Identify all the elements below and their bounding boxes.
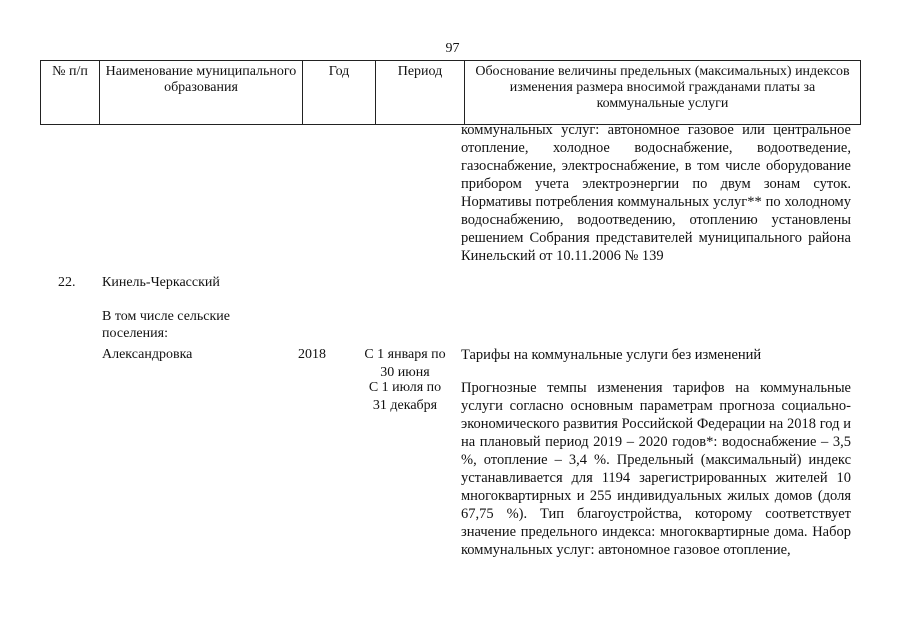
item-number: 22. (58, 275, 76, 290)
item-subheading: В том числе сельские поселения: (102, 309, 231, 341)
table-header (40, 60, 861, 125)
header-year: Год (303, 61, 376, 125)
settlement-name: Александровка (102, 347, 193, 362)
header-justification: Обоснование величины предельных (максимальных) индексов изменения размера вносимой гражданами платы за коммунальные услуги (465, 61, 861, 125)
header-num: № п/п (41, 61, 100, 125)
item-name: Кинель-Черкасский (102, 275, 220, 290)
justification-second-half: Прогнозные темпы изменения тарифов на коммунальные услуги согласно основным параметрам прогноза социально-экономического развития Российской Федерации на 2018 год и на плановый период 2019 – 2020 годов*: водоснабжение – 3,5 %, отопление – 3,4 %. Предельный (максимальный) индекс устанавливается для 1194 зарегистрированных жителей 10 многоквартирных и 255 индивидуальных жилых домов (доля 67,75 %). Тип благоустройства, которому соответствует значение предельного индекса: многоквартирные дома. Набор коммунальных услуг: автономное газовое отопление, (461, 380, 851, 558)
header-period: Период (376, 61, 465, 125)
justification-first-half: Тарифы на коммунальные услуги без изменений (461, 347, 762, 363)
page-number: 97 (445, 41, 460, 56)
period-second-half: С 1 июля по 31 декабря (368, 380, 442, 413)
item-year: 2018 (298, 347, 326, 362)
period-first-half: С 1 января по 30 июня (364, 347, 446, 380)
continuation-text: коммунальных услуг: автономное газовое или центральное отопление, холодное водоснабжение, водоотведение, газоснабжение, электроснабжение, в том числе оборудование прибором учета электроэнергии по двум зонам суток. Нормативы потребления коммунальных услуг** по холодному водоснабжению, водоотведению, отоплению установлены решением Собрания представителей муниципального района Кинельский от 10.11.2006 № 139 (461, 122, 851, 264)
header-name: Наименование муниципального образования (100, 61, 303, 125)
